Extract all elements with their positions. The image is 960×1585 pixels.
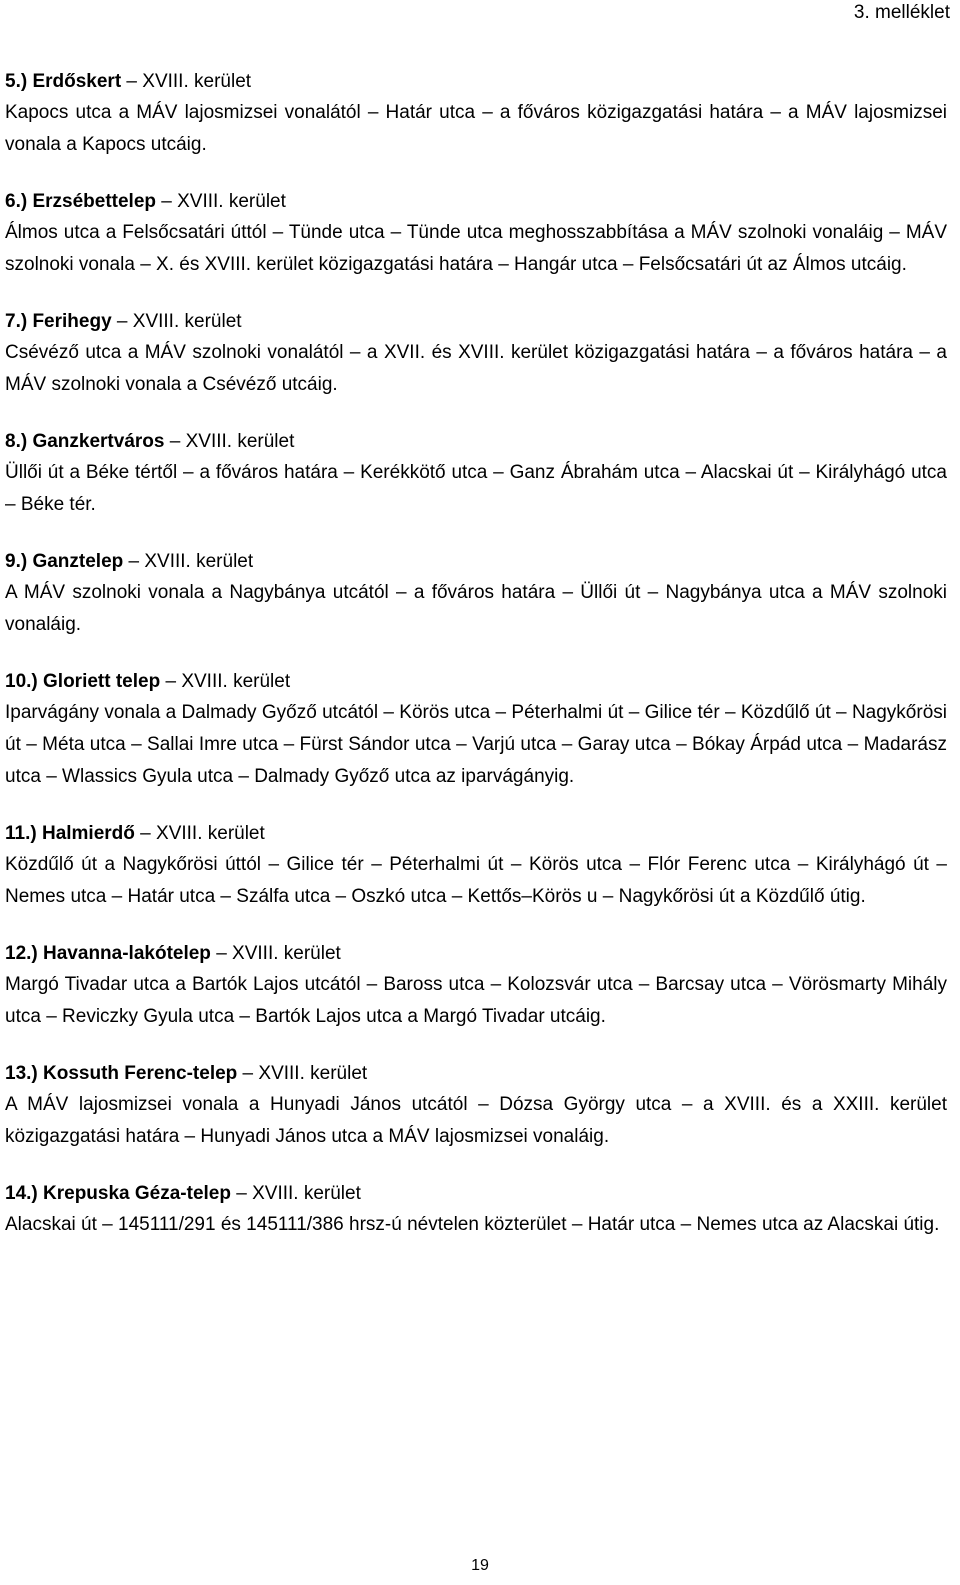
section-name: 9.) Ganztelep xyxy=(5,551,124,572)
section-heading xyxy=(5,547,947,577)
section-havanna-lakotelep xyxy=(5,939,947,1033)
section-boundary-text: Csévéző utca a MÁV szolnoki vonalától – a XVII. és XVIII. kerület közigazgatási határa – a főváros határa – a MÁV szolnoki vonala a Csévéző utcáig. xyxy=(5,342,947,395)
section-district: – XVIII. kerület xyxy=(123,551,254,572)
section-erzsebettelep xyxy=(5,187,947,281)
section-heading xyxy=(5,427,947,457)
document-body xyxy=(5,67,947,1267)
section-erdoskert xyxy=(5,67,947,161)
section-boundary-text: Kapocs utca a MÁV lajosmizsei vonalától – Határ utca – a főváros közigazgatási határa – a MÁV lajosmizsei vonala a Kapocs utcáig. xyxy=(5,102,947,155)
section-district: – XVIII. kerület xyxy=(111,311,242,332)
section-boundary-text: Alacskai út – 145111/291 és 145111/386 hrsz-ú névtelen közterület – Határ utca – Nemes utca az Alacskai útig. xyxy=(5,1214,940,1235)
section-boundary-text: Közdűlő út a Nagykőrösi úttól – Gilice tér – Péterhalmi út – Körös utca – Flór Ferenc utca – Királyhágó út – Nemes utca – Határ utca – Szálfa utca – Oszkó utca – Kettős–Körös u – Nagykőrösi út a Közdűlő útig. xyxy=(5,854,947,907)
section-ferihegy xyxy=(5,307,947,401)
section-district: – XVIII. kerület xyxy=(164,431,295,452)
section-name: 12.) Havanna-lakótelep xyxy=(5,943,211,964)
section-heading xyxy=(5,819,947,849)
section-heading xyxy=(5,67,947,97)
section-boundary-text: Álmos utca a Felsőcsatári úttól – Tünde utca – Tünde utca meghosszabbítása a MÁV szolnoki vonaláig – MÁV szolnoki vonala – X. és XVIII. kerület közigazgatási határa – Hangár utca – Felsőcsatári út az Álmos utcáig. xyxy=(5,222,947,275)
section-name: 11.) Halmierdő xyxy=(5,823,135,844)
section-district: – XVIII. kerület xyxy=(121,71,252,92)
section-heading xyxy=(5,939,947,969)
section-district: – XVIII. kerület xyxy=(237,1063,368,1084)
section-kossuth-ferenc-telep xyxy=(5,1059,947,1153)
section-boundary-text: Iparvágány vonala a Dalmady Győző utcától – Körös utca – Péterhalmi út – Gilice tér – Közdűlő út – Nagykőrösi út – Méta utca – Sallai Imre utca – Fürst Sándor utca – Varjú utca – Garay utca – Bókay Árpád utca – Madarász utca – Wlassics Gyula utca – Dalmady Győző utca az iparvágányig. xyxy=(5,702,947,787)
section-heading xyxy=(5,187,947,217)
section-halmierdo xyxy=(5,819,947,913)
section-boundary-text: Üllői út a Béke tértől – a főváros határa – Kerékkötő utca – Ganz Ábrahám utca – Alacskai út – Királyhágó utca – Béke tér. xyxy=(5,462,947,515)
section-district: – XVIII. kerület xyxy=(210,943,341,964)
section-name: 13.) Kossuth Ferenc-telep xyxy=(5,1063,238,1084)
section-name: 14.) Krepuska Géza-telep xyxy=(5,1183,231,1204)
section-ganztelep xyxy=(5,547,947,641)
section-boundary-text: A MÁV szolnoki vonala a Nagybánya utcától – a főváros határa – Üllői út – Nagybánya utca a MÁV szolnoki vonaláig. xyxy=(5,582,947,635)
section-heading xyxy=(5,307,947,337)
section-name: 8.) Ganzkertváros xyxy=(5,431,165,452)
section-krepuska-geza-telep xyxy=(5,1179,947,1241)
section-name: 5.) Erdőskert xyxy=(5,71,122,92)
annex-label: 3. melléklet xyxy=(853,2,950,23)
section-district: – XVIII. kerület xyxy=(134,823,265,844)
section-name: 10.) Gloriett telep xyxy=(5,671,161,692)
section-name: 6.) Erzsébettelep xyxy=(5,191,156,212)
section-gloriett-telep xyxy=(5,667,947,793)
section-boundary-text: A MÁV lajosmizsei vonala a Hunyadi János utcától – Dózsa György utca – a XVIII. és a XXIII. kerület közigazgatási határa – Hunyadi János utca a MÁV lajosmizsei vonaláig. xyxy=(5,1094,947,1147)
page-number: 19 xyxy=(471,1557,489,1574)
section-heading xyxy=(5,1179,947,1209)
section-name: 7.) Ferihegy xyxy=(5,311,112,332)
section-district: – XVIII. kerület xyxy=(230,1183,361,1204)
section-heading xyxy=(5,1059,947,1089)
section-ganzkertvaros xyxy=(5,427,947,521)
section-district: – XVIII. kerület xyxy=(156,191,286,212)
section-boundary-text: Margó Tivadar utca a Bartók Lajos utcától – Baross utca – Kolozsvár utca – Barcsay utca – Vörösmarty Mihály utca – Reviczky Gyula utca – Bartók Lajos utca a Margó Tivadar utcáig. xyxy=(5,974,947,1027)
section-heading xyxy=(5,667,947,697)
section-district: – XVIII. kerület xyxy=(160,671,291,692)
